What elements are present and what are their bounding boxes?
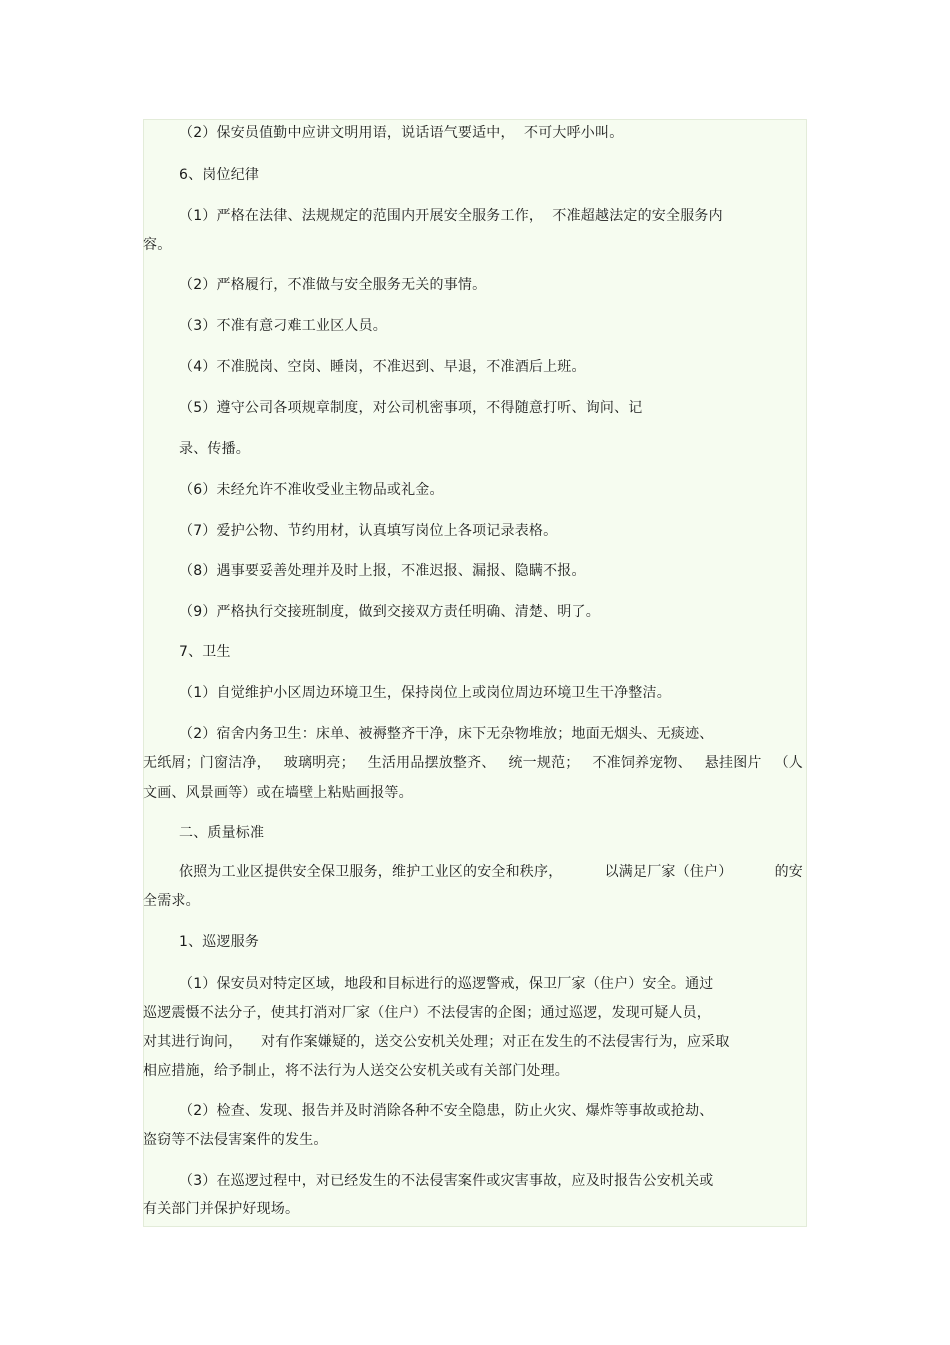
text-line: （1）自觉维护小区周边环境卫生，保持岗位上或岗位周边环境卫生干净整洁。: [179, 685, 671, 701]
text-line: （1）保安员对特定区域，地段和目标进行的巡逻警戒，保卫厂家（住户）安全。通过: [179, 976, 714, 992]
section-heading: 7、卫生: [179, 644, 231, 660]
text-line: 有关部门并保护好现场。: [143, 1201, 300, 1217]
text-line: 录、传播。: [179, 441, 250, 457]
text-segment: 无纸屑；门窗洁净，: [143, 755, 271, 771]
text-segment: 玻璃明亮；: [283, 755, 355, 771]
text-line: （2）保安员值勤中应讲文明用语，说话语气要适中， 不可大呼小叫。: [179, 125, 624, 141]
text-line: （9）严格执行交接班制度，做到交接双方责任明确、清楚、明了。: [179, 604, 600, 620]
text-line: 盗窃等不法侵害案件的发生。: [143, 1132, 328, 1148]
text-segment: （人: [774, 755, 803, 771]
text-segment: 生活用品摆放整齐、: [367, 755, 496, 771]
text-line: （6）未经允许不准收受业主物品或礼金。: [179, 482, 444, 498]
text-segment: 统一规范；: [508, 755, 580, 771]
text-line: 对其进行询问， 对有作案嫌疑的，送交公安机关处理；对正在发生的不法侵害行为，应采取: [143, 1034, 730, 1050]
text-line: （3）在巡逻过程中，对已经发生的不法侵害案件或灾害事故，应及时报告公安机关或: [179, 1173, 714, 1189]
text-line: 容。: [143, 237, 172, 253]
text-segment: 依照为工业区提供安全保卫服务，维护工业区的安全和秩序，: [179, 864, 563, 880]
text-segment: 的安: [774, 864, 803, 880]
text-line: （3）不准有意刁难工业区人员。: [179, 318, 387, 334]
text-line: （2）严格履行，不准做与安全服务无关的事情。: [179, 277, 487, 293]
text-line: 全需求。: [143, 893, 200, 909]
section-heading: 二、质量标准: [179, 825, 265, 841]
text-line: （8）遇事要妥善处理并及时上报，不准迟报、漏报、隐瞒不报。: [179, 563, 586, 579]
text-line: （5）遵守公司各项规章制度，对公司机密事项，不得随意打听、询问、记: [179, 400, 643, 416]
text-line: （1）严格在法律、法规规定的范围内开展安全服务工作， 不准超越法定的安全服务内: [179, 208, 723, 224]
text-segment: 悬挂图片: [704, 755, 762, 771]
text-line: （2）检查、发现、报告并及时消除各种不安全隐患，防止火灾、爆炸等事故或抢劫、: [179, 1103, 714, 1119]
text-segment: 以满足厂家（住户）: [604, 864, 733, 880]
text-segment: 不准饲养宠物、: [592, 755, 692, 771]
justified-text-line: [179, 863, 803, 881]
text-line: （7）爱护公物、节约用材，认真填写岗位上各项记录表格。: [179, 523, 558, 539]
section-heading: 1、巡逻服务: [179, 934, 260, 950]
text-line: （4）不准脱岗、空岗、睡岗，不准迟到、早退，不准酒后上班。: [179, 359, 586, 375]
section-heading: 6、岗位纪律: [179, 167, 260, 183]
text-line: （2）宿舍内务卫生：床单、被褥整齐干净，床下无杂物堆放；地面无烟头、无痰迹、: [179, 726, 714, 742]
justified-text-line: [143, 754, 803, 772]
text-line: 文画、风景画等）或在墙壁上粘贴画报等。: [143, 785, 413, 801]
text-line: 巡逻震慑不法分子，使其打消对厂家（住户）不法侵害的企图；通过巡逻，发现可疑人员，: [143, 1005, 711, 1021]
text-line: 相应措施，给予制止，将不法行为人送交公安机关或有关部门处理。: [143, 1063, 569, 1079]
